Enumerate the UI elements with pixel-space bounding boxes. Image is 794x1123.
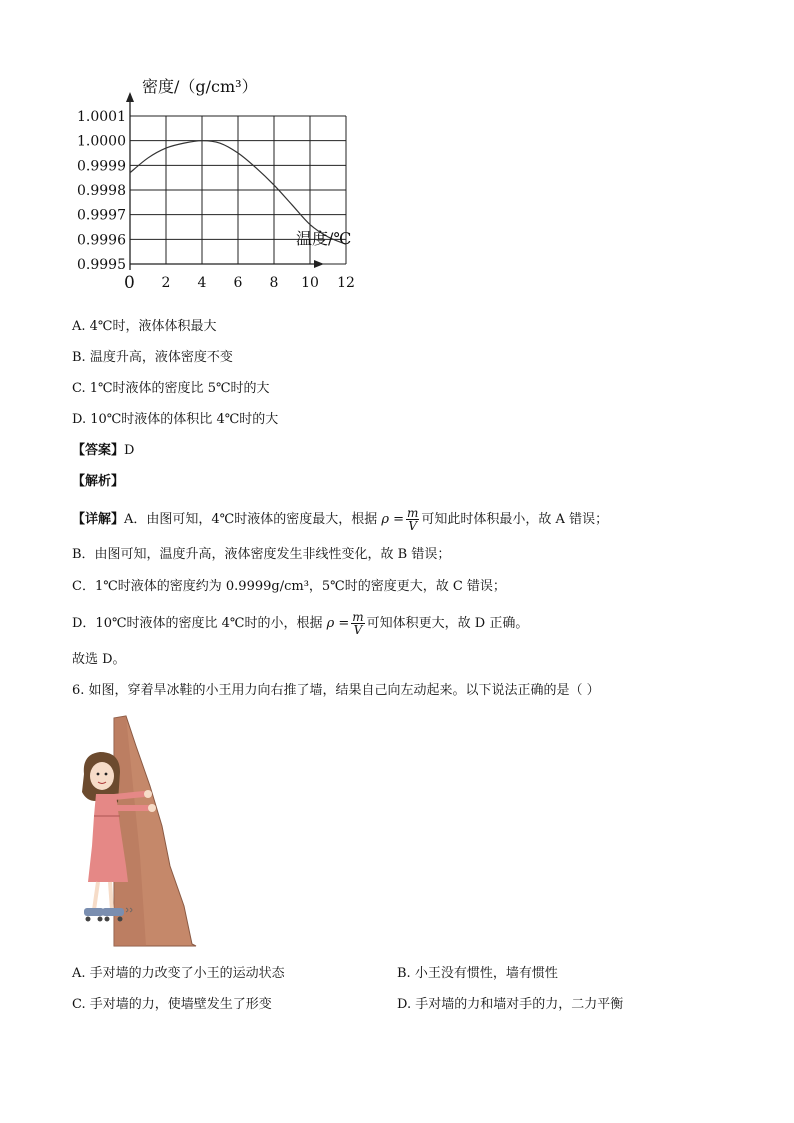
formula-numerator-2: m — [352, 610, 364, 624]
origin-label: 0 — [124, 273, 135, 293]
y-tick-label: 0.9997 — [77, 207, 126, 224]
girl-face — [90, 762, 114, 790]
x-tick-label: 10 — [301, 275, 319, 291]
formula-lhs: ρ = — [381, 512, 405, 527]
y-tick-label: 1.0001 — [77, 109, 126, 125]
detail-a-line — [72, 507, 608, 532]
detail-d-post: 可知体积更大，故 D 正确。 — [366, 616, 529, 631]
detail-d-pre: D．10℃时液体的密度比 4℃时的小，根据 — [72, 616, 323, 631]
skate-wheel — [86, 917, 91, 922]
formula-denominator-2: V — [353, 623, 363, 637]
girl-hand — [148, 804, 156, 812]
detail-a-pre: A．由图可知，4℃时液体的密度最大，根据 — [124, 512, 378, 527]
formula-fraction — [406, 507, 419, 532]
chart-axes — [126, 92, 324, 270]
q5-option-a: A. 4℃时，液体体积最大 — [72, 319, 217, 334]
density-temperature-chart — [60, 70, 355, 295]
detail-d-line — [72, 611, 528, 636]
x-tick-label: 2 — [161, 275, 171, 291]
detail-tag: 【详解】 — [72, 512, 125, 527]
answer-line — [72, 442, 134, 460]
skate-wheel — [118, 917, 123, 922]
girl-leg — [94, 882, 98, 910]
y-axis-label: 密度/（g/cm³） — [142, 77, 258, 96]
detail-c-line: C．1℃时液体的密度约为 0.9999g/cm³，5℃时的密度更大，故 C 错误； — [72, 579, 506, 594]
formula-fraction-2 — [351, 611, 364, 636]
y-axis-arrow — [126, 92, 134, 102]
girl-eye — [97, 773, 100, 776]
q6-stem: 6. 如图，穿着旱冰鞋的小王用力向右推了墙，结果自己向左动起来。以下说法正确的是（ ） — [72, 683, 600, 698]
y-tick-label: 0.9995 — [77, 257, 126, 273]
y-tick-label: 0.9999 — [77, 158, 126, 175]
roller-skate-left — [84, 908, 104, 916]
girl-hand — [144, 790, 152, 798]
skater-pushing-wall-illustration — [74, 716, 199, 948]
x-tick-label: 6 — [233, 275, 243, 291]
skate-wheel — [98, 917, 103, 922]
x-tick-label: 12 — [337, 275, 355, 291]
x-axis-arrow — [314, 260, 324, 268]
q5-option-b: B. 温度升高，液体密度不变 — [72, 350, 233, 365]
x-tick-label: 8 — [269, 275, 279, 291]
q5-option-d: D. 10℃时液体的体积比 4℃时的大 — [72, 412, 279, 427]
y-tick-label: 0.9998 — [77, 183, 126, 199]
q6-option-d: D. 手对墙的力和墙对手的力，二力平衡 — [397, 997, 624, 1012]
y-tick-labels — [77, 109, 126, 273]
analysis-tag-text: 【解析】 — [72, 474, 125, 489]
x-tick-label: 4 — [197, 275, 207, 291]
q6-option-a: A. 手对墙的力改变了小王的运动状态 — [72, 966, 285, 981]
roller-skate-right — [102, 908, 124, 916]
q6-option-b: B. 小王没有惯性，墙有惯性 — [397, 966, 558, 981]
y-tick-label: 1.0000 — [77, 133, 126, 150]
y-tick-label: 0.9996 — [77, 232, 126, 249]
answer-value: D — [124, 443, 135, 458]
q6-option-c: C. 手对墙的力，使墙壁发生了形变 — [72, 997, 272, 1012]
detail-a-post: 可知此时体积最小，故 A 错误； — [421, 512, 609, 527]
answer-tag: 【答案】 — [72, 443, 125, 458]
detail-b-line: B．由图可知，温度升高，液体密度发生非线性变化，故 B 错误； — [72, 547, 451, 562]
x-axis-label: 温度/℃ — [296, 229, 352, 248]
girl-eye — [105, 773, 108, 776]
x-tick-labels — [162, 275, 355, 291]
formula-numerator: m — [407, 506, 419, 520]
conclusion-line: 故选 D。 — [72, 652, 126, 667]
formula-lhs-2: ρ = — [326, 616, 350, 631]
q5-option-c: C. 1℃时液体的密度比 5℃时的大 — [72, 381, 270, 396]
analysis-tag — [72, 473, 124, 491]
formula-denominator: V — [408, 519, 418, 533]
girl-leg — [110, 882, 112, 910]
skate-wheel — [105, 917, 110, 922]
